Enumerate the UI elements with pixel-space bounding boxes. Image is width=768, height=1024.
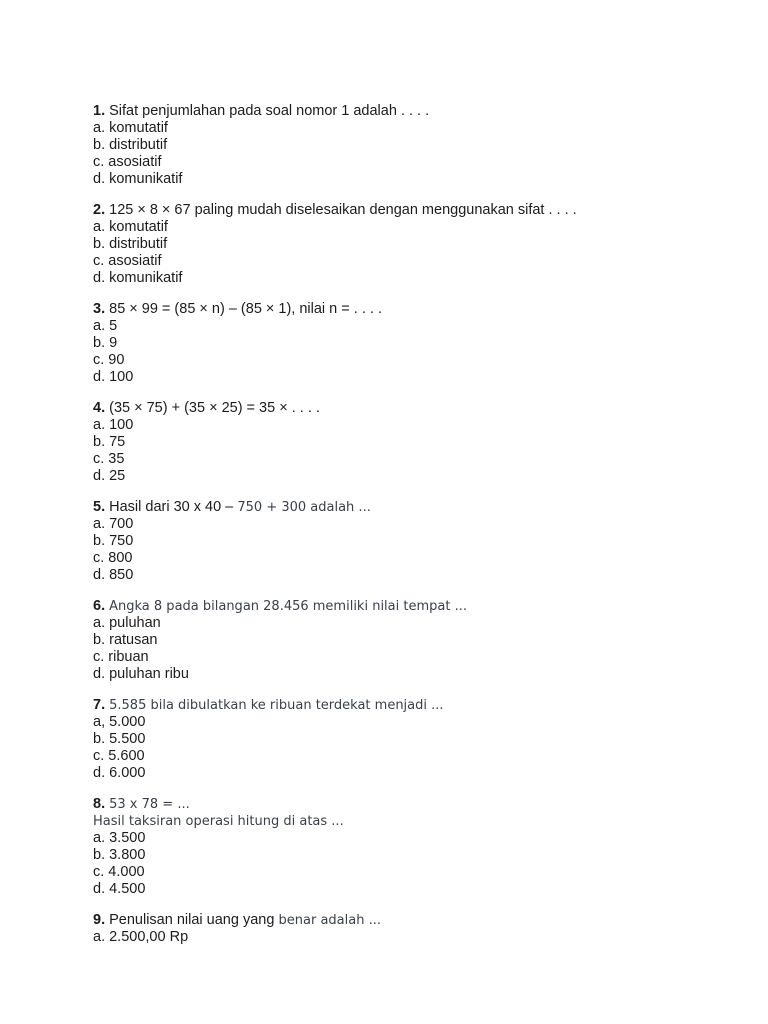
question-7 bbox=[93, 697, 733, 782]
answer-option: b. distributif bbox=[93, 137, 168, 153]
answer-option: d. komunikatif bbox=[93, 270, 183, 286]
question-line bbox=[93, 697, 733, 714]
answer-option: a. 700 bbox=[93, 516, 134, 532]
answer-option: d. 100 bbox=[93, 369, 134, 385]
question-text-main: (35 × 75) + (35 × 25) = 35 × . . . . bbox=[109, 400, 320, 416]
answer-option: a. 5 bbox=[93, 318, 118, 334]
question-2 bbox=[93, 202, 733, 287]
question-text-alt: benar adalah ... bbox=[274, 913, 381, 928]
question-9 bbox=[93, 912, 733, 946]
question-line bbox=[93, 301, 733, 318]
question-line bbox=[93, 796, 733, 813]
answer-option: c. 90 bbox=[93, 352, 125, 368]
answer-option: c. 35 bbox=[93, 451, 125, 467]
question-number: 5. bbox=[93, 499, 106, 515]
answer-option: d. puluhan ribu bbox=[93, 666, 189, 682]
question-line bbox=[93, 103, 733, 120]
question-text bbox=[109, 499, 371, 515]
answer-option: b. 750 bbox=[93, 533, 134, 549]
answer-option: a, 5.000 bbox=[93, 714, 146, 730]
question-text-main: Penulisan nilai uang yang bbox=[109, 912, 275, 928]
answer-option: b. ratusan bbox=[93, 632, 158, 648]
question-number: 3. bbox=[93, 301, 106, 317]
question-8 bbox=[93, 796, 733, 898]
answer-option: d. komunikatif bbox=[93, 171, 183, 187]
question-text bbox=[109, 697, 443, 713]
question-subtext bbox=[93, 813, 733, 830]
question-number: 7. bbox=[93, 697, 106, 713]
question-list bbox=[93, 103, 733, 960]
question-text bbox=[109, 796, 190, 812]
answer-option: a. komutatif bbox=[93, 120, 168, 136]
question-5 bbox=[93, 499, 733, 584]
answer-option: a. 3.500 bbox=[93, 830, 146, 846]
answer-option: a. 100 bbox=[93, 417, 134, 433]
question-1 bbox=[93, 103, 733, 188]
answer-option: d. 4.500 bbox=[93, 881, 146, 897]
question-text-alt: Angka 8 pada bilangan 28.456 memiliki nilai tempat ... bbox=[109, 599, 467, 614]
answer-option: c. 4.000 bbox=[93, 864, 145, 880]
question-line bbox=[93, 400, 733, 417]
question-subtext-text: Hasil taksiran operasi hitung di atas ... bbox=[93, 814, 344, 829]
answer-option: a. 2.500,00 Rp bbox=[93, 929, 189, 945]
question-line bbox=[93, 202, 733, 219]
question-number: 2. bbox=[93, 202, 106, 218]
question-3 bbox=[93, 301, 733, 386]
question-6 bbox=[93, 598, 733, 683]
question-text bbox=[109, 301, 382, 317]
question-text bbox=[109, 598, 467, 614]
question-text bbox=[109, 400, 320, 416]
question-line bbox=[93, 499, 733, 516]
answer-option: d. 25 bbox=[93, 468, 126, 484]
question-line bbox=[93, 912, 733, 929]
answer-option: c. asosiatif bbox=[93, 154, 162, 170]
question-text-alt: 5.585 bila dibulatkan ke ribuan terdekat menjadi ... bbox=[109, 698, 444, 713]
question-text-main: 85 × 99 = (85 × n) – (85 × 1), nilai n = . . . . bbox=[109, 301, 382, 317]
answer-option: b. 3.800 bbox=[93, 847, 146, 863]
answer-option: d. 850 bbox=[93, 567, 134, 583]
question-text-alt: 750 + 300 adalah ... bbox=[233, 500, 371, 515]
answer-option: a. puluhan bbox=[93, 615, 161, 631]
question-number: 8. bbox=[93, 796, 106, 812]
question-text bbox=[109, 103, 429, 119]
answer-option: d. 6.000 bbox=[93, 765, 146, 781]
answer-option: c. ribuan bbox=[93, 649, 149, 665]
answer-option: b. 9 bbox=[93, 335, 118, 351]
question-text-main: Sifat penjumlahan pada soal nomor 1 adalah . . . . bbox=[109, 103, 430, 119]
question-number: 4. bbox=[93, 400, 106, 416]
answer-option: b. distributif bbox=[93, 236, 168, 252]
question-number: 1. bbox=[93, 103, 106, 119]
question-4 bbox=[93, 400, 733, 485]
answer-option: c. asosiatif bbox=[93, 253, 162, 269]
question-text bbox=[109, 912, 381, 928]
answer-option: c. 5.600 bbox=[93, 748, 145, 764]
question-text-main: 125 × 8 × 67 paling mudah diselesaikan dengan menggunakan sifat . . . . bbox=[109, 202, 577, 218]
answer-option: a. komutatif bbox=[93, 219, 168, 235]
answer-option: c. 800 bbox=[93, 550, 133, 566]
question-line bbox=[93, 598, 733, 615]
question-text-main: Hasil dari 30 x 40 – bbox=[109, 499, 234, 515]
answer-option: b. 5.500 bbox=[93, 731, 146, 747]
question-number: 6. bbox=[93, 598, 106, 614]
question-text-alt: 53 x 78 = ... bbox=[109, 797, 190, 812]
question-text bbox=[109, 202, 577, 218]
answer-option: b. 75 bbox=[93, 434, 126, 450]
question-number: 9. bbox=[93, 912, 106, 928]
